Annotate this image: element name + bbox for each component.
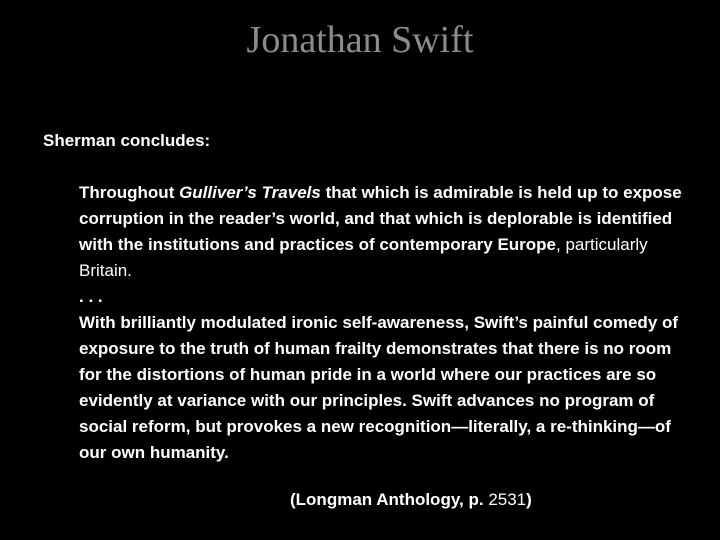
- citation-prefix: (Longman Anthology, p.: [290, 490, 489, 509]
- quote-p1-middle: that which is admirable is held up to expose corruption in the reader’s world, and that which is deplorable is identified with the institutions and practices of contemporary Europe: [79, 183, 682, 254]
- lead-text: Sherman concludes:: [43, 131, 211, 150]
- quote-p1-end: , particularly Britain.: [79, 235, 648, 280]
- quote-paragraph-1: [79, 180, 694, 284]
- block-quote: [79, 180, 694, 466]
- slide-title: Jonathan Swift: [246, 19, 474, 61]
- book-title: Gulliver’s Travels: [179, 183, 321, 202]
- citation-suffix: ): [526, 490, 532, 509]
- quote-p1-start: Throughout: [79, 183, 180, 202]
- quote-ellipsis: . . .: [79, 287, 103, 306]
- quote-paragraph-2: With brilliantly modulated ironic self-awareness, Swift’s painful comedy of exposure to the truth of human frailty demonstrates that there is no room for the distortions of human pride in a world where our practices are so evidently at variance with our principles. Swift advances no program of social reform, but provokes a new recognition—literally, a re-thinking—of our own humanity.: [79, 313, 679, 462]
- citation: [290, 490, 532, 510]
- citation-page: 2531: [488, 490, 527, 509]
